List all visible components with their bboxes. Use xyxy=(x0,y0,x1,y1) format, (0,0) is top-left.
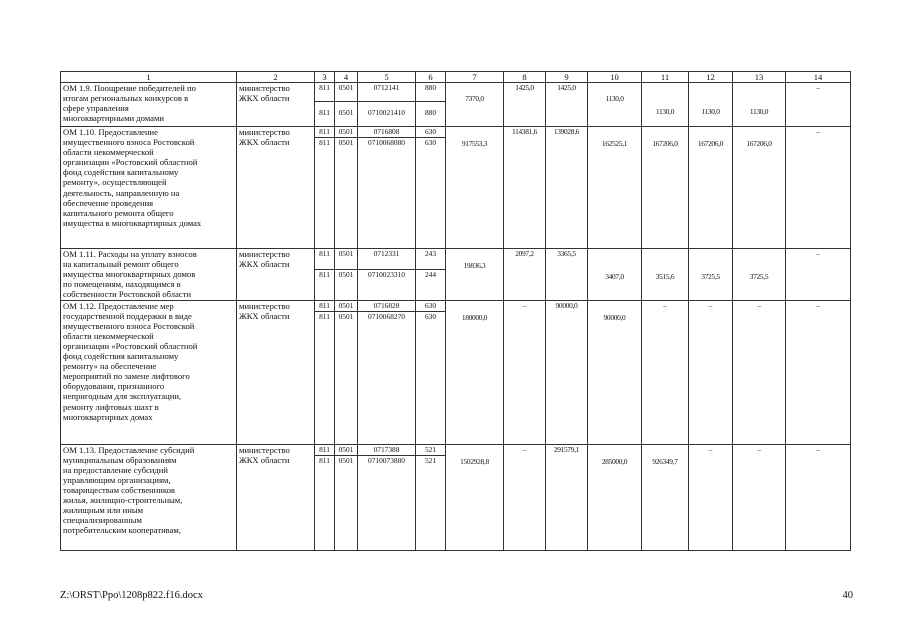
csr-code: 0710021410 xyxy=(358,102,416,127)
col-number-13: 13 xyxy=(733,72,786,83)
total-amount: 19836,3 xyxy=(446,249,504,300)
amount-2019: 167206,0 xyxy=(733,127,786,249)
csr-code: 0717388 xyxy=(358,444,416,455)
grbs-code: 811 xyxy=(315,444,335,455)
col-number-7: 7 xyxy=(446,72,504,83)
vr-code: 630 xyxy=(416,300,446,311)
vr-code: 880 xyxy=(416,102,446,127)
csr-code: 0716828 xyxy=(358,300,416,311)
csr-code: 0710023310 xyxy=(358,270,416,300)
grbs-code: 811 xyxy=(315,83,335,102)
grbs-code: 811 xyxy=(315,138,335,249)
budget-table xyxy=(60,71,851,551)
rzpr-code: 0501 xyxy=(335,83,358,102)
page-number: 40 xyxy=(842,590,853,601)
csr-code: 0710068080 xyxy=(358,138,416,249)
grbs-code: 811 xyxy=(315,102,335,127)
col-number-14: 14 xyxy=(786,72,851,83)
col-number-4: 4 xyxy=(335,72,358,83)
grbs-code: 811 xyxy=(315,300,335,311)
vr-code: 521 xyxy=(416,455,446,550)
executor: министерство ЖКХ области xyxy=(237,83,315,127)
amount-2018: 167206,0 xyxy=(689,127,733,249)
executor: министерство ЖКХ области xyxy=(237,300,315,444)
executor: министерство ЖКХ области xyxy=(237,249,315,300)
csr-code: 0712331 xyxy=(358,249,416,270)
amount-2017: 1130,0 xyxy=(642,83,689,127)
amount-2019: 1130,0 xyxy=(733,83,786,127)
amount-2016: 90000,0 xyxy=(588,300,642,444)
amount-2019: – xyxy=(733,300,786,444)
vr-code: 630 xyxy=(416,127,446,138)
amount-2016: 1130,0 xyxy=(588,83,642,127)
table-row xyxy=(61,300,851,311)
amount-2017: 167206,0 xyxy=(642,127,689,249)
col-number-11: 11 xyxy=(642,72,689,83)
grbs-code: 811 xyxy=(315,311,335,444)
event-name: ОМ 1.9. Поощрение победителей по итогам региональных конкурсов в сфере управления многоквартирными домами xyxy=(61,83,237,127)
event-name: ОМ 1.12. Предоставление мер государственной поддержки в виде имущественного взноса Ростовской области некоммерческой организации «Ростовский областной фонд содействия капитальному ремонту» на обеспечение мероприятий по замене лифтового оборудования, признанного непригодным для эксплуатации, ремонту лифтовых шахт в многоквартирных домах xyxy=(61,300,237,444)
csr-code: 0716808 xyxy=(358,127,416,138)
amount-2015: 1425,0 xyxy=(546,83,588,127)
amount-2016: 285000,0 xyxy=(588,444,642,550)
table-row xyxy=(61,83,851,102)
amount-2015: 291579,1 xyxy=(546,444,588,550)
csr-code: 0710073880 xyxy=(358,455,416,550)
event-name: ОМ 1.10. Предоставление имущественного взноса Ростовской области некоммерческой организации «Ростовский областной фонд содействия капитальному ремонту», осуществляющей деятельность, направленную на обеспечение проведения капитального ремонта общего имущества в многоквартирных домах xyxy=(61,127,237,249)
executor: министерство ЖКХ области xyxy=(237,127,315,249)
amount-2015: 3365,5 xyxy=(546,249,588,300)
amount-2020: – xyxy=(786,83,851,127)
total-amount: 917553,3 xyxy=(446,127,504,249)
csr-code: 0712141 xyxy=(358,83,416,102)
document-path: Z:\ORST\Ppo\1208p822.f16.docx xyxy=(60,590,203,601)
rzpr-code: 0501 xyxy=(335,300,358,311)
amount-2014: 2097,2 xyxy=(504,249,546,300)
event-name: ОМ 1.11. Расходы на уплату взносов на капитальный ремонт общего имущества многоквартирных домов по помещениям, находящимся в собственности Ростовской области xyxy=(61,249,237,300)
rzpr-code: 0501 xyxy=(335,249,358,270)
amount-2015: 90000,0 xyxy=(546,300,588,444)
col-number-1: 1 xyxy=(61,72,237,83)
amount-2020: – xyxy=(786,300,851,444)
event-name: ОМ 1.13. Предоставление субсидий муниципальным образованиям на предоставление субсидий управляющим организациям, товариществам собственников жилья, жилищно-строительным, жилищным или иным специализированным потребительским кооперативам, xyxy=(61,444,237,550)
col-number-6: 6 xyxy=(416,72,446,83)
amount-2019: 3725,5 xyxy=(733,249,786,300)
amount-2020: – xyxy=(786,249,851,300)
executor: министерство ЖКХ области xyxy=(237,444,315,550)
amount-2014: 1425,0 xyxy=(504,83,546,127)
rzpr-code: 0501 xyxy=(335,102,358,127)
table-row xyxy=(61,127,851,138)
vr-code: 630 xyxy=(416,138,446,249)
csr-code: 0710068270 xyxy=(358,311,416,444)
grbs-code: 811 xyxy=(315,249,335,270)
total-amount: 180000,0 xyxy=(446,300,504,444)
total-amount: 1502928,8 xyxy=(446,444,504,550)
vr-code: 243 xyxy=(416,249,446,270)
amount-2014: – xyxy=(504,444,546,550)
grbs-code: 811 xyxy=(315,455,335,550)
header-row xyxy=(61,72,851,83)
amount-2017: 926349,7 xyxy=(642,444,689,550)
vr-code: 244 xyxy=(416,270,446,300)
col-number-10: 10 xyxy=(588,72,642,83)
table-row xyxy=(61,444,851,455)
col-number-3: 3 xyxy=(315,72,335,83)
table-row xyxy=(61,249,851,270)
grbs-code: 811 xyxy=(315,127,335,138)
amount-2014: 114381,6 xyxy=(504,127,546,249)
vr-code: 521 xyxy=(416,444,446,455)
rzpr-code: 0501 xyxy=(335,444,358,455)
rzpr-code: 0501 xyxy=(335,127,358,138)
amount-2014: – xyxy=(504,300,546,444)
total-amount: 7370,0 xyxy=(446,83,504,127)
grbs-code: 811 xyxy=(315,270,335,300)
amount-2020: – xyxy=(786,444,851,550)
amount-2018: – xyxy=(689,300,733,444)
rzpr-code: 0501 xyxy=(335,138,358,249)
col-number-8: 8 xyxy=(504,72,546,83)
amount-2017: 3515,6 xyxy=(642,249,689,300)
amount-2017: – xyxy=(642,300,689,444)
vr-code: 880 xyxy=(416,83,446,102)
col-number-12: 12 xyxy=(689,72,733,83)
vr-code: 630 xyxy=(416,311,446,444)
col-number-9: 9 xyxy=(546,72,588,83)
amount-2015: 139028,6 xyxy=(546,127,588,249)
amount-2018: – xyxy=(689,444,733,550)
amount-2018: 3725,5 xyxy=(689,249,733,300)
col-number-2: 2 xyxy=(237,72,315,83)
rzpr-code: 0501 xyxy=(335,455,358,550)
rzpr-code: 0501 xyxy=(335,311,358,444)
amount-2019: – xyxy=(733,444,786,550)
amount-2018: 1130,0 xyxy=(689,83,733,127)
amount-2016: 162525,1 xyxy=(588,127,642,249)
rzpr-code: 0501 xyxy=(335,270,358,300)
amount-2020: – xyxy=(786,127,851,249)
col-number-5: 5 xyxy=(358,72,416,83)
amount-2016: 3407,0 xyxy=(588,249,642,300)
